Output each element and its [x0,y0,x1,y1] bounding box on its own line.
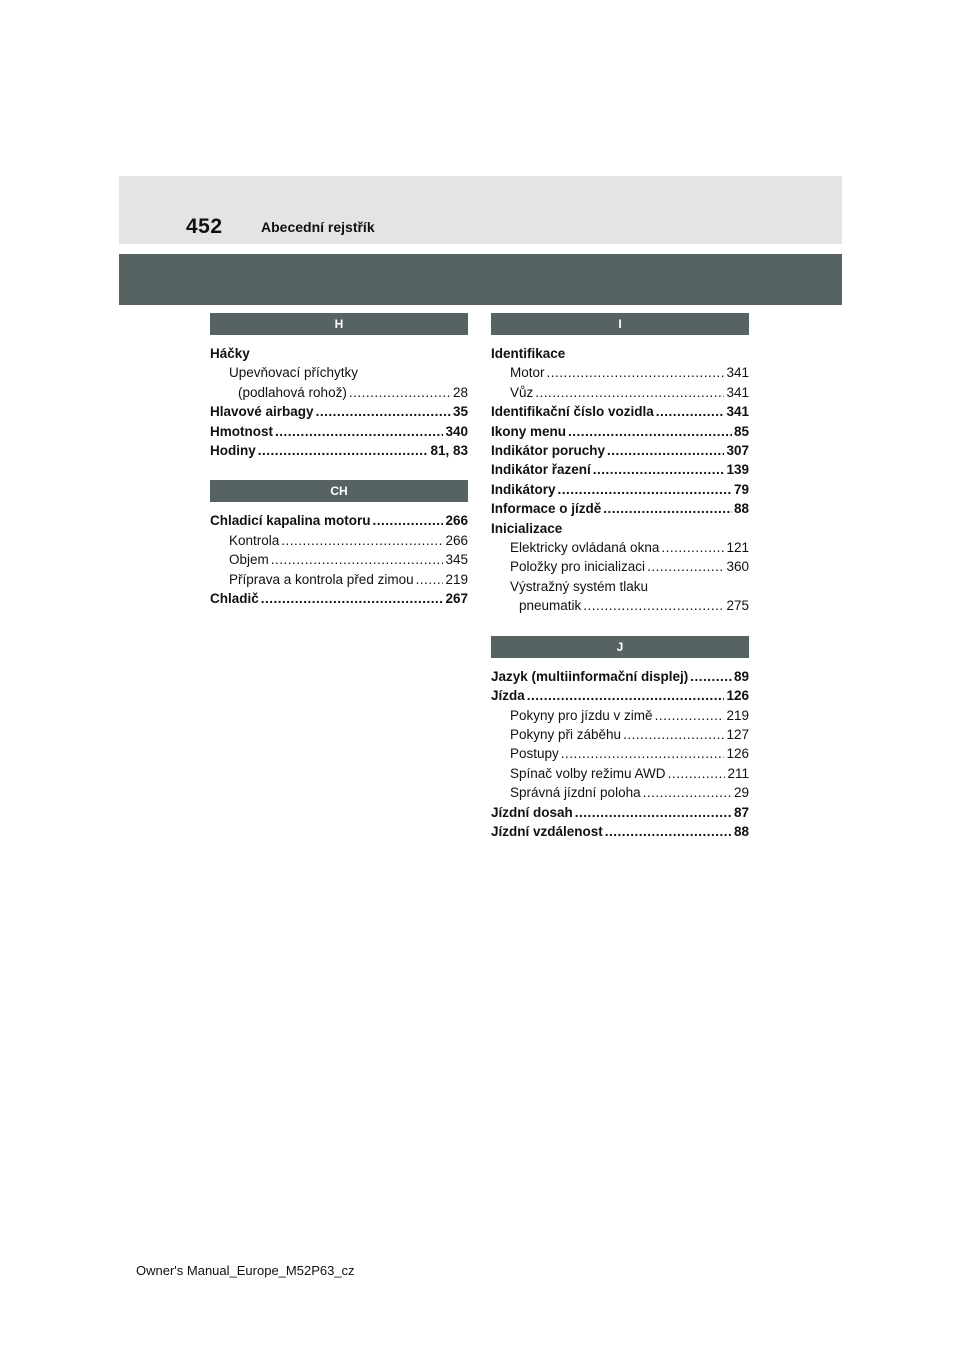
index-entry[interactable] [491,538,749,557]
dot-leader [668,764,726,783]
index-entry-page[interactable]: 81, 83 [430,443,468,459]
index-entry[interactable] [491,557,749,576]
index-entry-label: Elektricky ovládaná okna [510,540,660,556]
index-entry-page[interactable]: 341 [726,404,749,420]
dot-leader [535,383,724,402]
index-entry-label: Ikony menu [491,423,567,439]
index-entry-page[interactable]: 219 [445,571,468,587]
index-entry-page[interactable]: 307 [726,443,749,459]
index-entry[interactable] [491,783,749,802]
index-entry-label: Vůz [510,384,534,400]
index-entry-page[interactable]: 275 [726,598,749,614]
dot-leader [281,531,443,550]
index-entry[interactable] [491,822,749,841]
index-entry-page[interactable]: 88 [733,501,749,517]
letter-heading: I [491,313,749,335]
dot-leader [655,706,725,725]
index-entry-label: Pokyny pro jízdu v zimě [510,707,653,723]
index-entry[interactable] [491,499,749,518]
index-entry-label: (podlahová rohož) [238,384,347,400]
index-entry-page[interactable]: 127 [726,726,749,742]
index-entry-label: Upevňovací příchytky [229,365,359,381]
index-entry-label: Spínač volby režimu AWD [510,765,666,781]
index-entry-label: Jízda [491,688,525,704]
index-entry[interactable] [491,422,749,441]
letter-heading: CH [210,480,468,502]
index-entry-list [491,667,749,842]
index-entry[interactable] [491,744,749,763]
index-entry-page[interactable]: 79 [733,481,749,497]
index-entry-page[interactable]: 266 [445,513,468,529]
index-entry-page[interactable]: 89 [733,668,749,684]
index-entry-list [491,344,749,616]
index-entry[interactable] [210,441,468,460]
index-entry-page[interactable]: 360 [726,559,749,575]
index-entry-page[interactable]: 266 [445,532,468,548]
index-column-right [491,313,749,841]
dot-leader [271,550,444,569]
index-entry-label: Hlavové airbagy [210,404,314,420]
index-entry-page[interactable]: 341 [726,384,749,400]
index-entry[interactable] [491,764,749,783]
index-entry[interactable] [491,402,749,421]
index-entry-page[interactable]: 29 [733,785,749,801]
index-entry-label: pneumatik [519,598,582,614]
index-entry-page[interactable]: 85 [733,423,749,439]
index-entry-label: Postupy [510,746,559,762]
index-entry[interactable] [210,422,468,441]
dot-leader [583,596,724,615]
page-number: 452 [186,215,223,238]
index-entry[interactable] [491,441,749,460]
dot-leader [547,363,725,382]
index-entry[interactable] [491,803,749,822]
dot-leader [603,499,732,518]
index-entry[interactable] [210,402,468,421]
index-entry[interactable] [491,706,749,725]
index-entry-label: Indikátory [491,481,556,497]
index-entry[interactable] [210,383,468,402]
index-entry-label: Chladič [210,591,259,607]
index-entry[interactable] [210,511,468,530]
dot-leader [558,480,732,499]
dot-leader [605,822,732,841]
index-entry-label: Identifikace [491,346,566,361]
index-entry[interactable] [491,577,749,596]
dot-leader [316,402,451,421]
index-entry-page[interactable]: 340 [445,423,468,439]
section-title: Abecední rejstřík [261,219,375,235]
dot-leader [275,422,443,441]
index-entry-label: Položky pro inicializaci [510,559,646,575]
chapter-band [119,254,842,305]
dot-leader [527,686,725,705]
index-entry[interactable] [491,667,749,686]
index-entry[interactable] [491,596,749,615]
index-entry-label: Objem [229,552,269,568]
dot-leader [349,383,451,402]
dot-leader [593,460,725,479]
footer-text: Owner's Manual_Europe_M52P63_cz [136,1263,355,1278]
index-entry-page[interactable]: 88 [733,823,749,839]
dot-leader [643,783,732,802]
dot-leader [416,570,444,589]
index-entry-label: Jazyk (multiinformační displej) [491,668,689,684]
dot-leader [647,557,724,576]
index-entry[interactable] [210,570,468,589]
index-entry-list [210,511,468,608]
index-entry-page[interactable]: 126 [726,688,749,704]
index-entry-label: Výstražný systém tlaku [510,578,649,594]
index-entry[interactable] [491,383,749,402]
index-entry-page[interactable]: 267 [445,591,468,607]
dot-leader [690,667,732,686]
dot-leader [373,511,444,530]
index-entry-label: Chladicí kapalina motoru [210,513,371,529]
index-entry-label: Jízdní vzdálenost [491,823,603,839]
index-entry[interactable] [491,519,749,538]
index-entry-label: Příprava a kontrola před zimou [229,571,414,587]
index-entry[interactable] [491,460,749,479]
index-entry-page[interactable]: 341 [726,365,749,381]
index-entry[interactable] [210,589,468,608]
index-entry-label: Informace o jízdě [491,501,602,517]
dot-leader [258,441,429,460]
index-entry-label: Indikátor poruchy [491,443,606,459]
index-entry-page[interactable]: 28 [452,384,468,400]
index-column-left [210,313,468,608]
index-entry-label: Identifikační číslo vozidla [491,404,654,420]
index-entry-page[interactable]: 87 [733,804,749,820]
index-entry-page[interactable]: 35 [452,404,468,420]
index-entry-label: Správná jízdní poloha [510,785,641,801]
index-entry-page[interactable]: 345 [445,552,468,568]
index-entry[interactable] [491,686,749,705]
index-entry-label: Jízdní dosah [491,804,573,820]
dot-leader [661,538,724,557]
index-entry-page[interactable]: 211 [727,765,749,781]
index-entry-label: Háčky [210,346,250,361]
index-entry-page[interactable]: 219 [726,707,749,723]
index-entry-page[interactable]: 139 [726,462,749,478]
index-entry-page[interactable]: 126 [726,746,749,762]
index-entry[interactable] [210,550,468,569]
index-entry-label: Motor [510,365,545,381]
index-entry-list [210,344,468,460]
index-entry[interactable] [210,531,468,550]
header-band [119,176,842,244]
dot-leader [261,589,444,608]
index-entry-label: Indikátor řazení [491,462,591,478]
index-entry[interactable] [491,480,749,499]
dot-leader [568,422,732,441]
index-entry[interactable] [491,725,749,744]
index-entry-label: Hmotnost [210,423,273,439]
dot-leader [656,402,725,421]
index-entry[interactable] [491,363,749,382]
dot-leader [575,803,732,822]
index-entry-label: Pokyny při záběhu [510,726,622,742]
index-entry[interactable] [491,344,749,363]
index-entry-label: Inicializace [491,520,563,536]
dot-leader [607,441,724,460]
dot-leader [561,744,725,763]
index-entry-page[interactable]: 121 [726,540,749,556]
letter-heading: H [210,313,468,335]
index-entry-label: Kontrola [229,532,280,548]
index-entry[interactable] [210,363,468,382]
index-entry-label: Hodiny [210,443,256,459]
dot-leader [623,725,724,744]
letter-heading: J [491,636,749,658]
index-entry[interactable] [210,344,468,363]
